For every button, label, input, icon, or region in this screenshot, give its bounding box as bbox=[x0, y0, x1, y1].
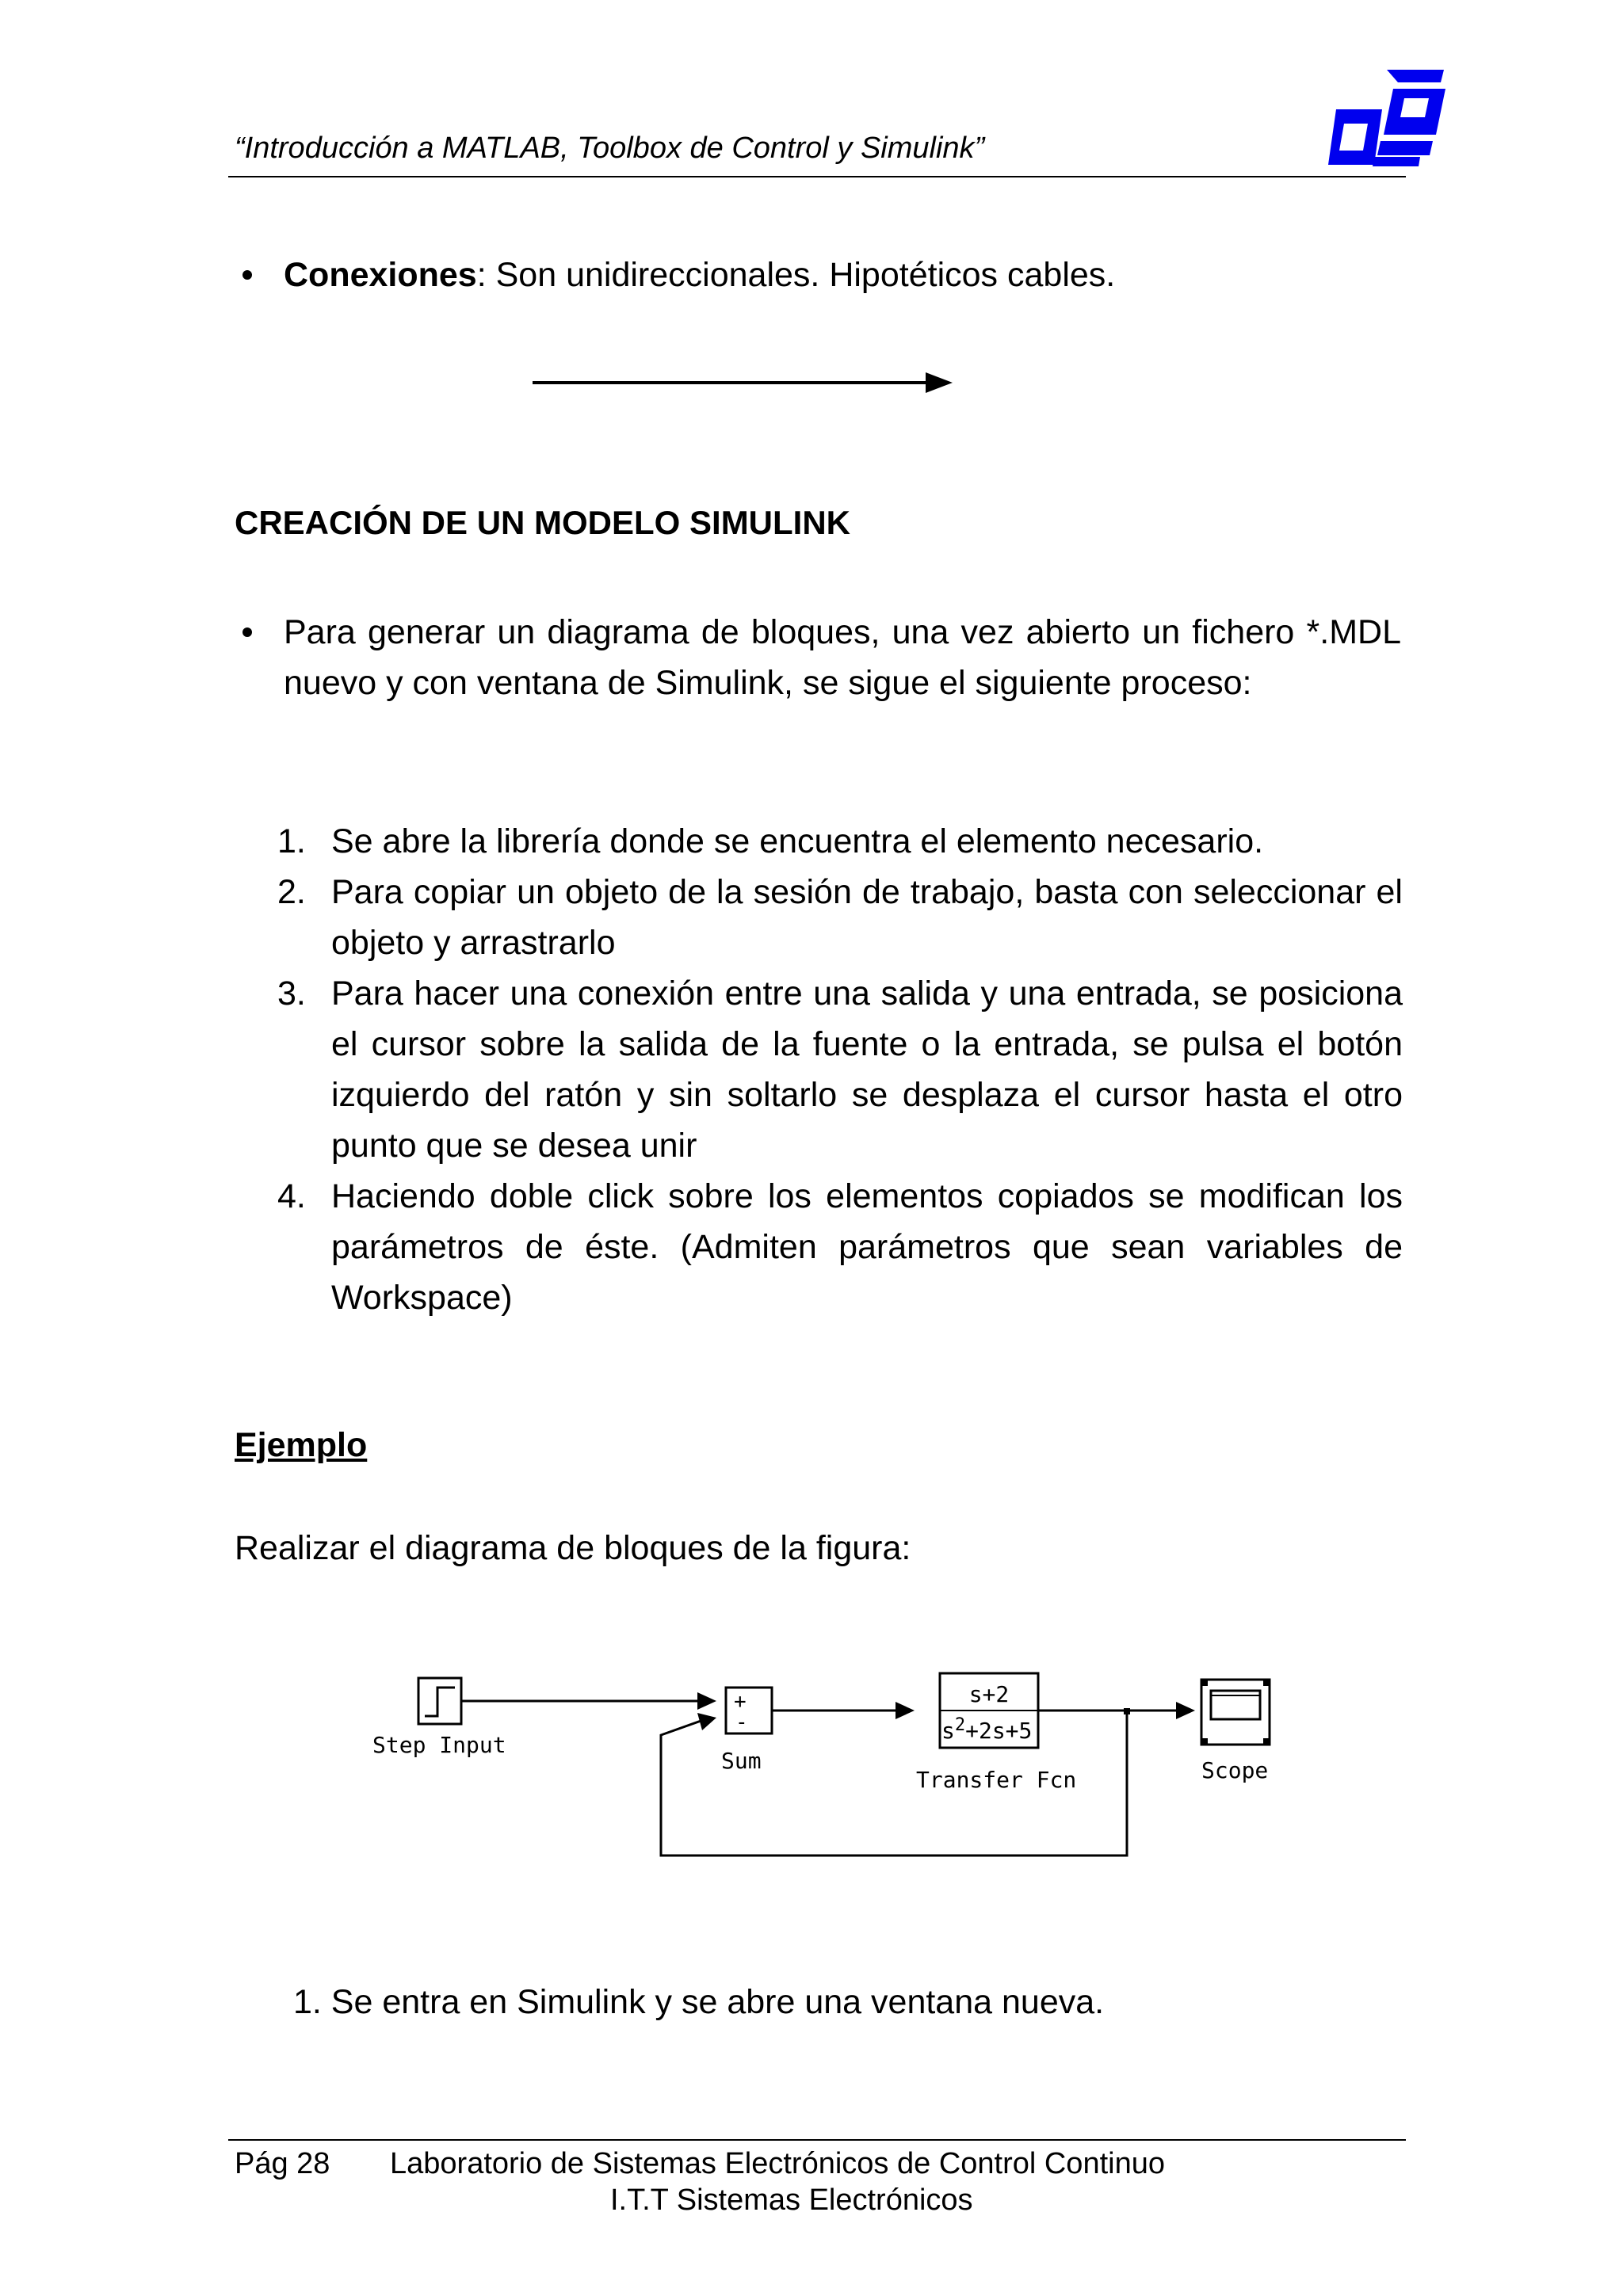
sum-minus-sign: - bbox=[735, 1711, 748, 1734]
connections-term: Conexiones bbox=[284, 256, 477, 294]
step-number: 3. bbox=[277, 974, 306, 1013]
connections-text: : Son unidireccionales. Hipotéticos cables. bbox=[476, 256, 1116, 294]
step-number: 4. bbox=[277, 1177, 306, 1215]
section-bullet-text: Para generar un diagrama de bloques, una vez abierto un fichero *.MDL nuevo y con ventana de Simulink, se sigue el siguiente proceso: bbox=[284, 613, 1401, 702]
step-input-label: Step Input bbox=[372, 1732, 506, 1758]
department-logo bbox=[1325, 62, 1452, 173]
transfer-fcn-block bbox=[916, 1673, 1076, 1793]
footer-degree: I.T.T Sistemas Electrónicos bbox=[610, 2183, 973, 2217]
example-heading: Ejemplo bbox=[235, 1426, 368, 1464]
tf-denominator: $s^2+2s+5$ bbox=[941, 1715, 1033, 1744]
footer-rule bbox=[228, 2139, 1406, 2141]
section-bullet bbox=[284, 607, 1401, 708]
tf-numerator: s+2 bbox=[968, 1681, 1010, 1707]
connection-arrow-example bbox=[533, 371, 953, 395]
header-rule bbox=[228, 176, 1406, 177]
scope-block bbox=[1201, 1680, 1270, 1783]
bullet-dot bbox=[242, 270, 252, 280]
arrowhead-icon bbox=[1176, 1702, 1195, 1719]
transfer-fcn-label: Transfer Fcn bbox=[916, 1767, 1077, 1793]
step-input-block bbox=[372, 1678, 506, 1758]
sum-block bbox=[721, 1688, 772, 1774]
simulink-block-diagram bbox=[349, 1656, 1300, 1878]
sum-plus-sign: + bbox=[734, 1690, 747, 1714]
example-intro: Realizar el diagrama de bloques de la figura: bbox=[235, 1529, 911, 1567]
steps-list bbox=[277, 816, 1403, 1323]
sum-label: Sum bbox=[721, 1748, 762, 1774]
list-item bbox=[277, 816, 1403, 867]
final-step: 1. Se entra en Simulink y se abre una ventana nueva. bbox=[293, 1983, 1105, 2021]
arrowhead-icon bbox=[896, 1702, 915, 1719]
connections-bullet bbox=[284, 250, 1115, 300]
section-heading: CREACIÓN DE UN MODELO SIMULINK bbox=[235, 504, 850, 541]
step-text: Para hacer una conexión entre una salida y una entrada, se posiciona el cursor sobre la salida de la fuente o la entrada, se pulsa el botón izquierdo del ratón y sin soltarlo se desplaza el cursor hasta el otro punto que se desea unir bbox=[331, 974, 1403, 1165]
step-number: 1. bbox=[277, 822, 306, 860]
arrowhead-icon bbox=[697, 1692, 716, 1710]
list-item bbox=[277, 867, 1403, 968]
step-text: Para copiar un objeto de la sesión de trabajo, basta con seleccionar el objeto y arrastrarlo bbox=[331, 873, 1403, 962]
bullet-dot bbox=[242, 627, 252, 637]
scope-label: Scope bbox=[1201, 1757, 1269, 1783]
step-number: 2. bbox=[277, 873, 306, 911]
list-item bbox=[277, 1171, 1403, 1323]
list-item bbox=[277, 968, 1403, 1171]
step-text: Haciendo doble click sobre los elementos copiados se modifican los parámetros de éste. (Admiten parámetros que sean variables de Workspace) bbox=[331, 1177, 1403, 1317]
header-title: “Introducción a MATLAB, Toolbox de Control y Simulink” bbox=[235, 132, 985, 165]
footer-page-number: Pág 28 bbox=[235, 2147, 330, 2180]
arrowhead-icon bbox=[697, 1713, 716, 1730]
step-text: Se abre la librería donde se encuentra el elemento necesario. bbox=[331, 822, 1264, 860]
footer-lab-title: Laboratorio de Sistemas Electrónicos de Control Continuo bbox=[390, 2147, 1165, 2180]
